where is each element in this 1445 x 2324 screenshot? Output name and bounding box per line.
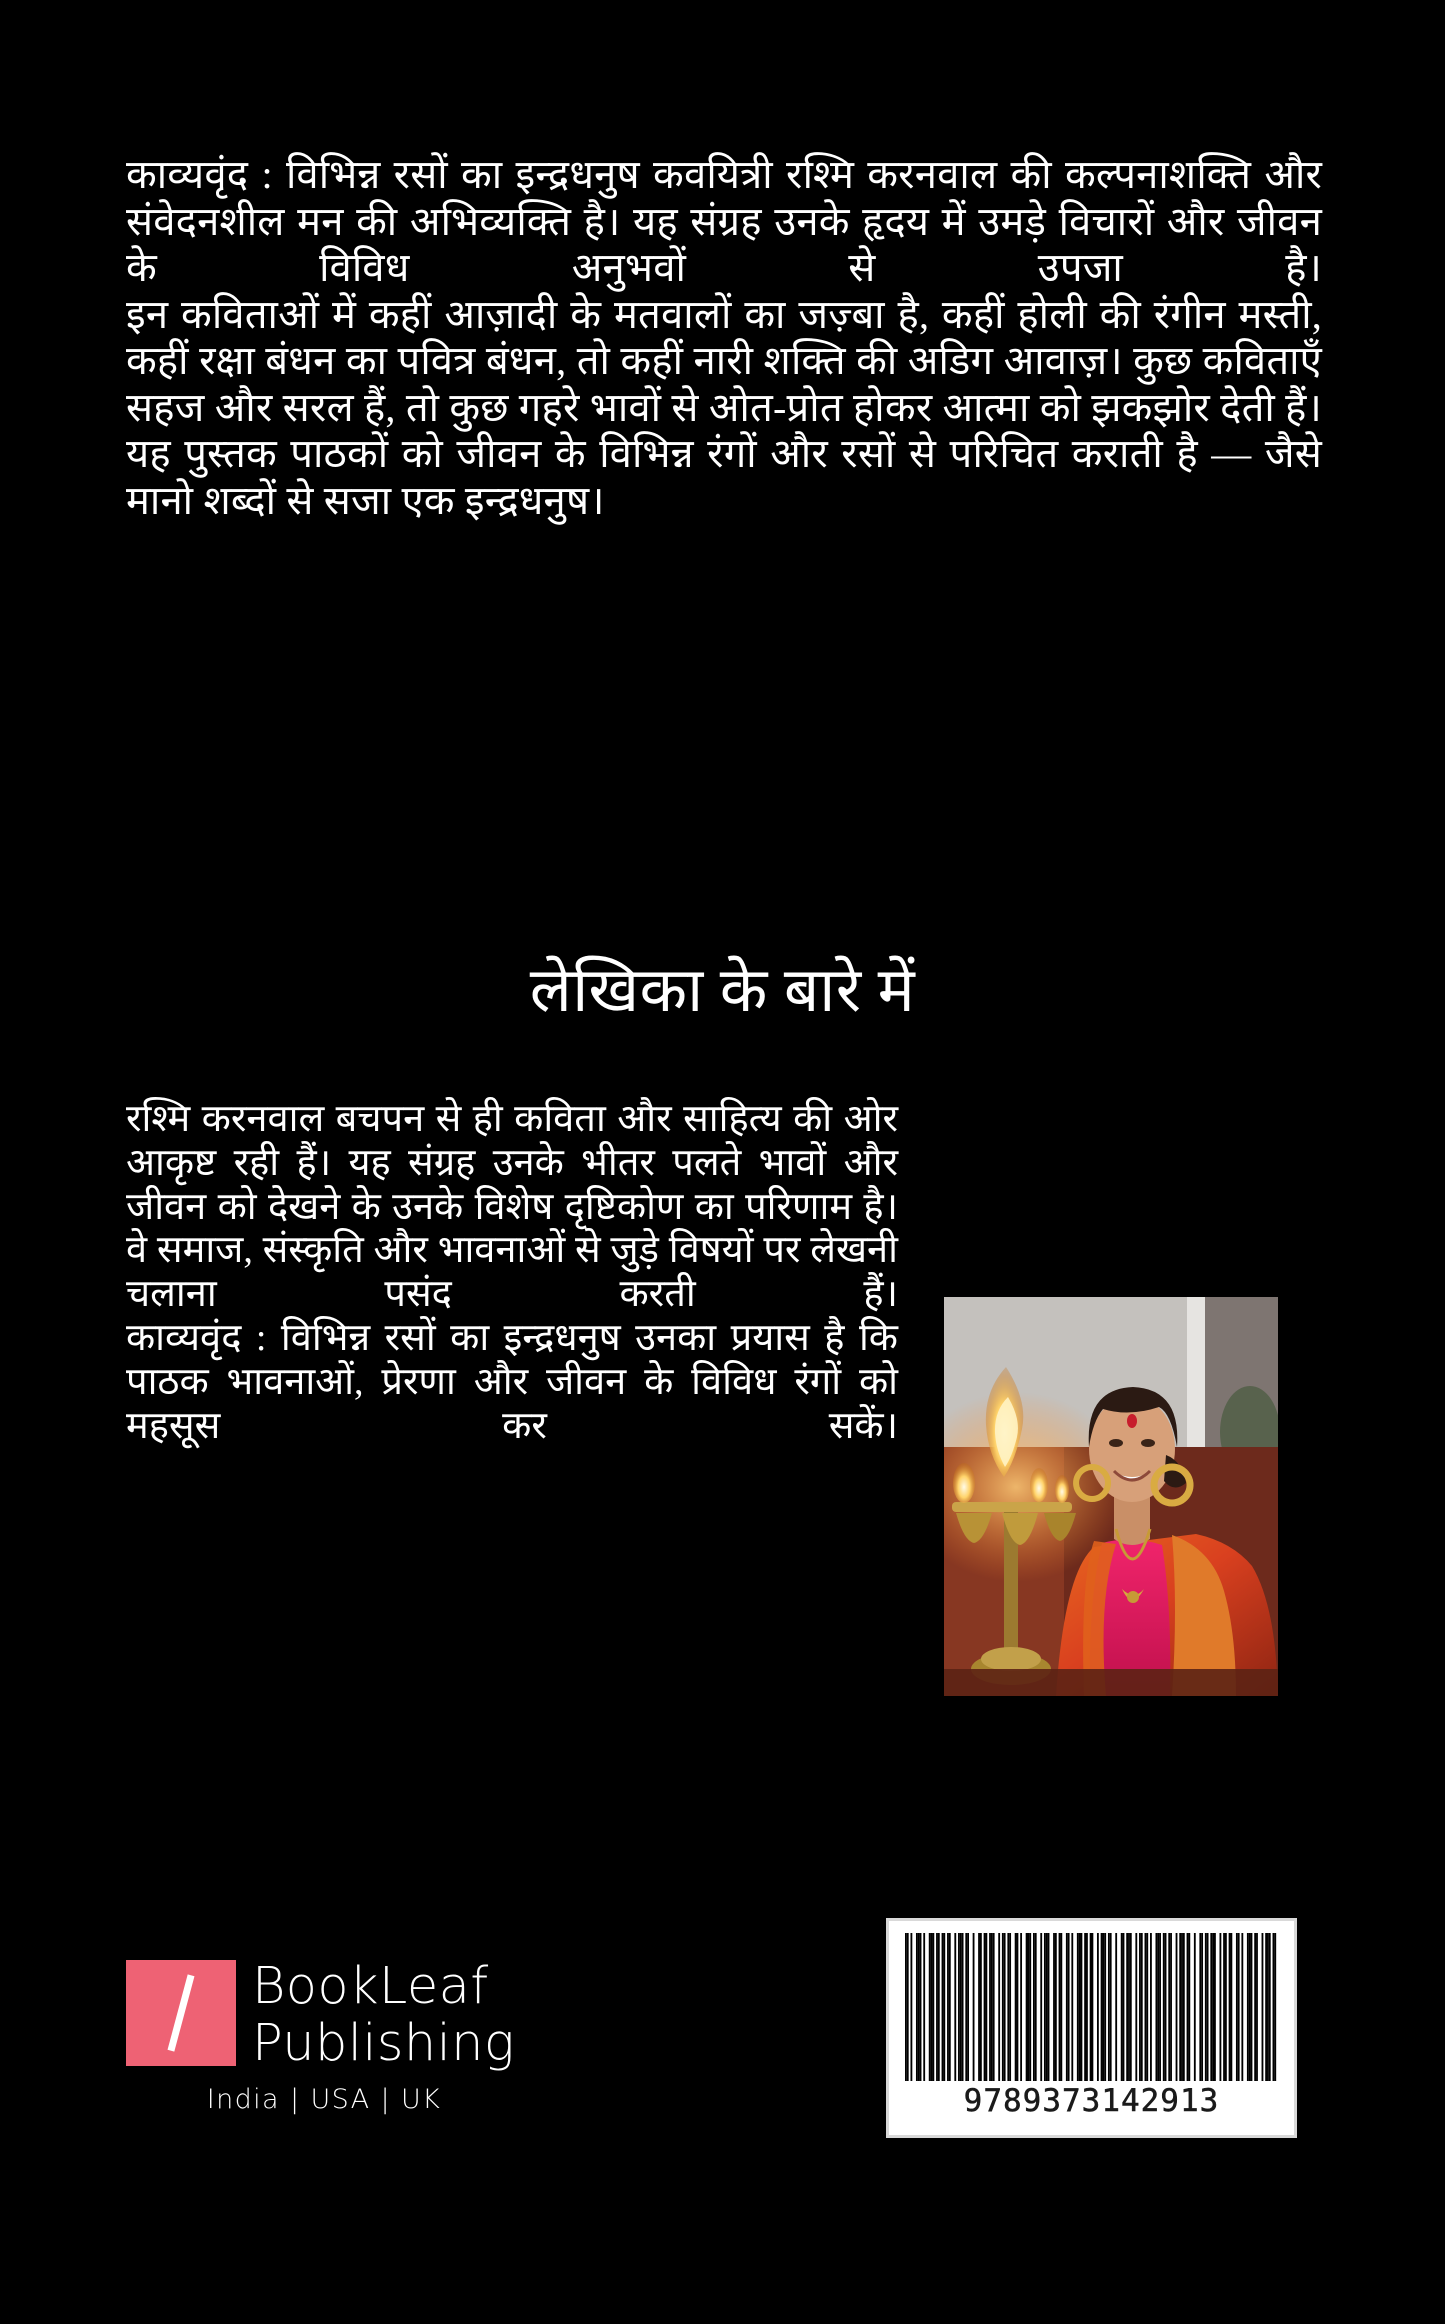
publisher-regions: India | USA | UK (206, 2084, 442, 2115)
isbn-barcode (886, 1918, 1297, 2138)
bio-paragraph-2: वे समाज, संस्कृति और भावनाओं से जुड़े विषयों पर लेखनी चलाना पसंद करती हैं। (126, 1229, 898, 1316)
slash-glyph (168, 1974, 195, 2051)
blurb-paragraph-1: काव्यवृंद : विभिन्न रसों का इन्द्रधनुष कवयित्री रश्मि करनवाल की कल्पनाशक्ति और संवेदनशील मन की अभिव्यक्ति है। यह संग्रह उनके हृदय में उमड़े विचारों और जीवन के विविध अनुभवों से उपजा है। (126, 152, 1322, 290)
publisher-logo (126, 1958, 546, 2115)
publisher-name (252, 1958, 515, 2072)
blurb-paragraph-3: यह पुस्तक पाठकों को जीवन के विभिन्न रंगों और रसों से परिचित कराती है — जैसे मानो शब्दों से सजा एक इन्द्रधनुष। (126, 431, 1322, 523)
publisher-name-line1: BookLeaf (252, 1957, 489, 2016)
publisher-logo-row (126, 1958, 546, 2072)
bookleaf-slash-icon (126, 1960, 236, 2066)
isbn-number: 9789373142913 (963, 2083, 1220, 2119)
book-blurb (126, 152, 1322, 524)
publisher-name-line2: Publishing (252, 2014, 515, 2073)
about-the-author-heading: लेखिका के बारे में (529, 957, 916, 1025)
bio-paragraph-3: काव्यवृंद : विभिन्न रसों का इन्द्रधनुष उनका प्रयास है कि पाठक भावनाओं, प्रेरणा और जीवन के विविध रंगों को महसूस कर सकें। (126, 1316, 898, 1447)
bio-paragraph-1: रश्मि करनवाल बचपन से ही कविता और साहित्य की ओर आकृष्ट रही हैं। यह संग्रह उनके भीतर पलते भावों और जीवन को देखने के उनके विशेष दृष्टिकोण का परिणाम है। (126, 1098, 898, 1228)
author-photo (944, 1297, 1278, 1696)
blurb-paragraph-2: इन कविताओं में कहीं आज़ादी के मतवालों का जज़्बा है, कहीं होली की रंगीन मस्ती, कहीं रक्षा बंधन का पवित्र बंधन, तो कहीं नारी शक्ति की अडिग आवाज़। कुछ कविताएँ सहज और सरल हैं, तो कुछ गहरे भावों से ओत-प्रोत होकर आत्मा को झकझोर देती हैं। (126, 291, 1322, 430)
barcode-bars (905, 1933, 1278, 2081)
author-bio (126, 1098, 898, 1448)
